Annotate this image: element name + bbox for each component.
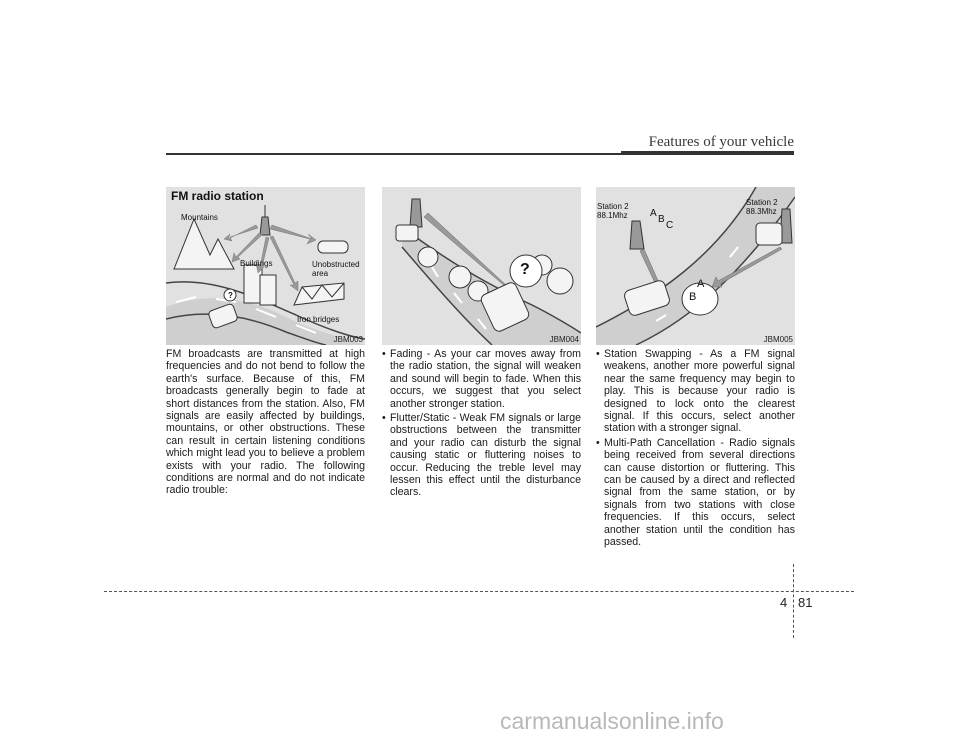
label-letter-b: B	[658, 214, 665, 225]
label-station-left-frequency: 88.1Mhz	[597, 211, 628, 220]
label-bubble-a: A	[697, 278, 705, 290]
figure-code: JBM003	[333, 335, 363, 344]
header-rule-accent	[621, 151, 794, 155]
figure-fading	[382, 187, 581, 345]
bullet-fading: • Fading - As your car moves away from the radio station, the signal will weaken and sound will begin to fade. When this occurs, we suggest that you select another stronger station.	[382, 348, 581, 410]
column-middle	[382, 348, 581, 499]
column-right	[596, 348, 795, 549]
label-letter-c: C	[666, 220, 674, 231]
bullet-station-swapping: • Station Swapping - As a FM signal weakens, another more powerful signal near the same frequency may begin to play. This is because your radio is designed to lock onto the clearest signal. If this occurs, select another station with a stronger signal.	[596, 348, 795, 435]
watermark: carmanualsonline.info	[500, 708, 724, 734]
fading-illustration	[382, 187, 581, 345]
figure-station-swapping	[596, 187, 795, 345]
label-station-right-name: Station 2	[746, 198, 778, 207]
label-mountains: Mountains	[181, 213, 218, 222]
label-question: ?	[228, 291, 233, 300]
footer-divider	[793, 564, 794, 638]
chapter-number: 4	[780, 595, 788, 610]
footer-rule	[104, 591, 854, 592]
label-bubble-b: B	[689, 291, 697, 303]
label-station-right-frequency: 88.3Mhz	[746, 207, 777, 216]
figure-code: JBM005	[763, 335, 793, 344]
paragraph-fm-broadcasts: FM broadcasts are transmitted at high frequencies and do not bend to follow the earth's surface. Because of this, FM broadcasts generally begin to fade at short distances from the station. Also, FM signals are easily affected by buildings, mountains, or other obstructions. These can result in certain listening conditions which might lead you to believe a problem exists with your radio. The following conditions are normal and do not indicate radio trouble:	[166, 348, 365, 497]
section-title: Features of your vehicle	[648, 134, 794, 150]
label-question: ?	[520, 261, 530, 278]
header-rule	[166, 153, 621, 155]
page-number: 81	[798, 595, 813, 610]
label-unobstructed-area: Unobstructed area	[312, 260, 360, 278]
figure-code: JBM004	[549, 335, 579, 344]
label-station-left-name: Station 2	[597, 202, 629, 211]
bullet-multi-path-cancellation: • Multi-Path Cancellation - Radio signals being received from several directions can cause distortion or fluttering. This can be caused by a direct and reflected signal from the same station, or by signals from two stations with close frequencies. If this occurs, select another station until the condition has passed.	[596, 437, 795, 549]
label-iron-bridges: Iron bridges	[297, 315, 340, 324]
figure-title: FM radio station	[171, 189, 264, 203]
label-buildings: Buildings	[240, 259, 273, 268]
column-left	[166, 348, 365, 497]
bullet-flutter-static: • Flutter/Static - Weak FM signals or large obstructions between the transmitter and your radio can disturb the signal causing static or fluttering noises to occur. Reducing the treble level may lessen this effect until the disturbance clears.	[382, 412, 581, 499]
figure-fm-radio-station	[166, 187, 365, 345]
label-letter-a: A	[650, 208, 657, 219]
